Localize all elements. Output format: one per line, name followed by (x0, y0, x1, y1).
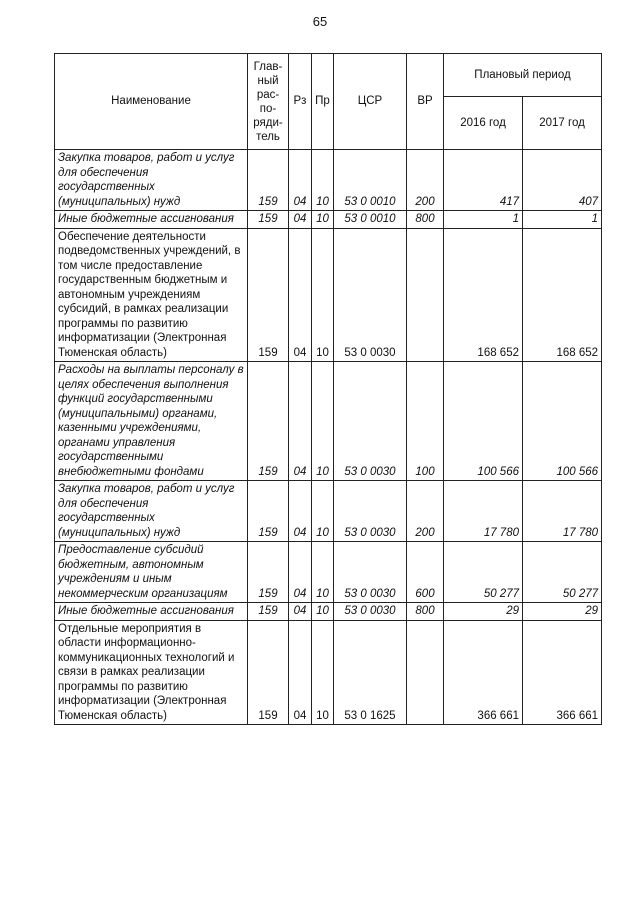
header-name: Наименование (55, 54, 248, 150)
table-row (55, 603, 602, 621)
row-manager-code: 159 (248, 620, 289, 725)
row-vr: 100 (407, 362, 444, 481)
row-amount-2016: 417 (444, 150, 523, 211)
row-manager-code: 159 (248, 362, 289, 481)
table-row (55, 481, 602, 542)
row-name: Закупка товаров, работ и услуг для обеспечения государственных (муниципальных) нужд (55, 481, 248, 542)
row-amount-2016: 100 566 (444, 362, 523, 481)
row-amount-2016: 168 652 (444, 228, 523, 362)
header-vr: ВР (407, 54, 444, 150)
row-amount-2017: 366 661 (523, 620, 602, 725)
table-row (55, 150, 602, 211)
row-vr: 600 (407, 542, 444, 603)
table-row (55, 542, 602, 603)
row-amount-2017: 17 780 (523, 481, 602, 542)
header-year-2016: 2016 год (444, 97, 523, 150)
row-manager-code: 159 (248, 150, 289, 211)
row-rz: 04 (289, 228, 312, 362)
row-rz: 04 (289, 150, 312, 211)
row-vr (407, 228, 444, 362)
row-vr: 800 (407, 211, 444, 229)
page-number: 65 (312, 14, 328, 29)
row-name: Отдельные мероприятия в области информационно-коммуникационных технологий и связи в рамках реализации программы по развитию информатизации (Электронная Тюменская область) (55, 620, 248, 725)
row-amount-2016: 17 780 (444, 481, 523, 542)
row-rz: 04 (289, 481, 312, 542)
header-year-2017: 2017 год (523, 97, 602, 150)
row-vr: 800 (407, 603, 444, 621)
row-amount-2016: 50 277 (444, 542, 523, 603)
row-rz: 04 (289, 620, 312, 725)
row-rz: 04 (289, 542, 312, 603)
row-amount-2016: 366 661 (444, 620, 523, 725)
table-row (55, 211, 602, 229)
row-amount-2017: 168 652 (523, 228, 602, 362)
table-row (55, 362, 602, 481)
row-manager-code: 159 (248, 542, 289, 603)
row-pr: 10 (312, 481, 334, 542)
row-pr: 10 (312, 362, 334, 481)
row-pr: 10 (312, 542, 334, 603)
row-manager-code: 159 (248, 211, 289, 229)
row-vr: 200 (407, 150, 444, 211)
row-amount-2017: 1 (523, 211, 602, 229)
header-manager: Глав- ный рас- по- ряди- тель (248, 54, 289, 150)
row-csr: 53 0 0030 (334, 481, 407, 542)
header-pr: Пр (312, 54, 334, 150)
row-pr: 10 (312, 228, 334, 362)
row-vr: 200 (407, 481, 444, 542)
row-name: Иные бюджетные ассигнования (55, 603, 248, 621)
header-planned-period: Плановый период (444, 54, 602, 97)
row-csr: 53 0 1625 (334, 620, 407, 725)
row-amount-2017: 50 277 (523, 542, 602, 603)
row-amount-2016: 1 (444, 211, 523, 229)
table-row (55, 620, 602, 725)
row-vr (407, 620, 444, 725)
row-pr: 10 (312, 620, 334, 725)
header-csr: ЦСР (334, 54, 407, 150)
row-rz: 04 (289, 211, 312, 229)
row-name: Обеспечение деятельности подведомственных учреждений, в том числе предоставление государственным бюджетным и автономным учреждениям субсидий, в рамках реализации программы по развитию информатизации (Электронная Тюменская область) (55, 228, 248, 362)
row-manager-code: 159 (248, 603, 289, 621)
row-rz: 04 (289, 362, 312, 481)
row-name: Иные бюджетные ассигнования (55, 211, 248, 229)
row-name: Закупка товаров, работ и услуг для обеспечения государственных (муниципальных) нужд (55, 150, 248, 211)
row-name: Расходы на выплаты персоналу в целях обеспечения выполнения функций государственными (муниципальными) органами, казенными учреждениями, органами управления государственными внебюджетными фондами (55, 362, 248, 481)
row-csr: 53 0 0030 (334, 228, 407, 362)
row-csr: 53 0 0030 (334, 362, 407, 481)
row-amount-2017: 29 (523, 603, 602, 621)
row-amount-2016: 29 (444, 603, 523, 621)
table-row (55, 228, 602, 362)
row-manager-code: 159 (248, 228, 289, 362)
row-manager-code: 159 (248, 481, 289, 542)
row-pr: 10 (312, 603, 334, 621)
row-rz: 04 (289, 603, 312, 621)
row-name: Предоставление субсидий бюджетным, автономным учреждениям и иным некоммерческим организациям (55, 542, 248, 603)
row-csr: 53 0 0010 (334, 211, 407, 229)
row-csr: 53 0 0030 (334, 542, 407, 603)
row-pr: 10 (312, 150, 334, 211)
row-amount-2017: 100 566 (523, 362, 602, 481)
row-pr: 10 (312, 211, 334, 229)
row-csr: 53 0 0030 (334, 603, 407, 621)
budget-table (54, 53, 602, 725)
header-rz: Рз (289, 54, 312, 150)
row-csr: 53 0 0010 (334, 150, 407, 211)
row-amount-2017: 407 (523, 150, 602, 211)
